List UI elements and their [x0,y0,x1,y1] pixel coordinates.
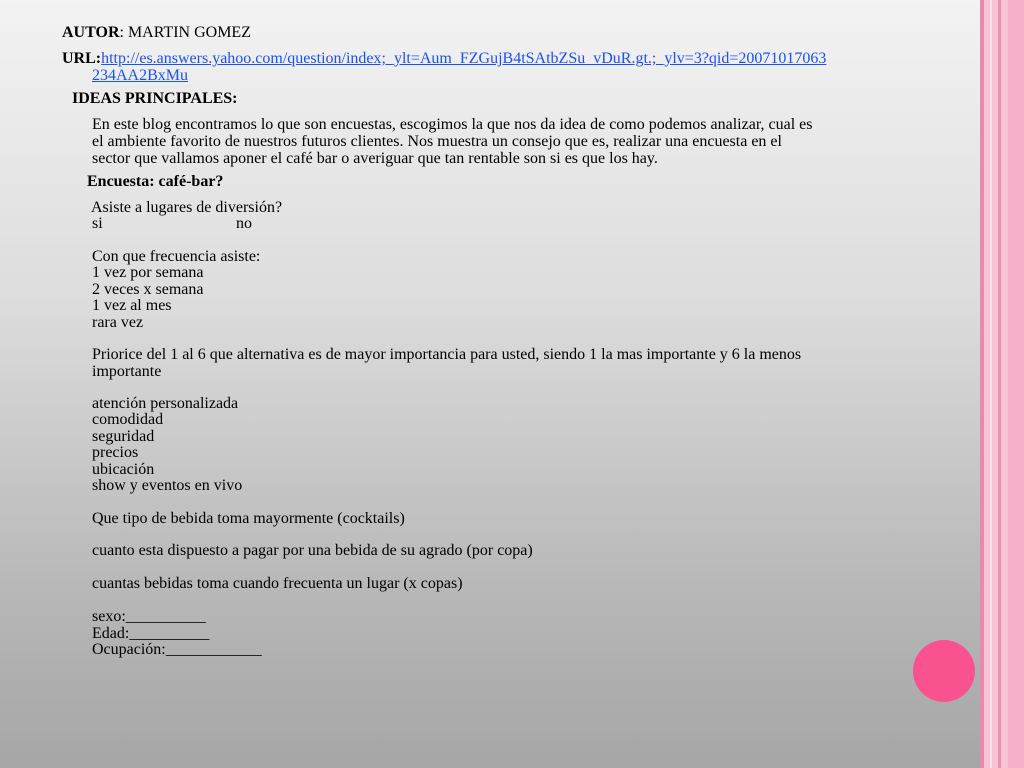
url-line [62,50,977,84]
question-diversion: Asiste a lugares de diversión? [91,199,283,216]
question-drink-type: Que tipo de bebida toma mayormente (cocktails) [92,510,405,527]
frequency-option: rara vez [92,314,144,331]
url-link[interactable]: http://es.answers.yahoo.com/question/index;_ylt=Aum_FZGujB4tSAtbZSu_vDuR.gt.;_ylv=3?qid=20071017063 [101,50,827,67]
decorative-circle [913,640,975,702]
ideas-text-line-3: sector que vallamos aponer el café bar o averiguar que tan rentable son si es que los hay. [92,150,658,167]
field-sex: sexo:__________ [92,608,206,625]
url-label: URL: [62,50,102,67]
frequency-option: 1 vez por semana [92,264,204,281]
question-drink-count: cuantas bebidas toma cuando frecuenta un lugar (x copas) [92,575,463,592]
author-line [62,25,251,42]
stripe [998,0,1001,768]
answer-yes: si [92,215,103,232]
frequency-option: 1 vez al mes [92,297,172,314]
priority-option: comodidad [92,411,164,428]
stripe [980,0,984,768]
ideas-heading: IDEAS PRINCIPALES: [72,90,238,107]
priority-option: seguridad [92,428,155,445]
author-value: : MARTIN GOMEZ [119,24,251,41]
question-price: cuanto esta dispuesto a pagar por una bebida de su agrado (por copa) [92,542,533,559]
author-label: AUTOR [62,24,120,41]
priority-option: show y eventos en vivo [92,477,243,494]
question-frequency: Con que frecuencia asiste: [92,248,261,265]
ideas-text-line-2: el ambiente favorito de nuestros futuros clientes. Nos muestra un consejo que es, realizar una encuesta en el [92,133,782,150]
question-priority-line-2: importante [92,363,162,380]
stripe [990,0,992,768]
stripe [1008,0,1024,768]
ideas-text-line-1: En este blog encontramos lo que son encuestas, escogimos la que nos da idea de como podemos analizar, cual es [92,116,813,133]
priority-option: ubicación [92,461,155,478]
question-priority-line-1: Priorice del 1 al 6 que alternativa es de mayor importancia para usted, siendo 1 la mas importante y 6 la menos [92,346,802,363]
priority-option: precios [92,444,139,461]
field-age: Edad:__________ [92,625,210,642]
decorative-stripes [980,0,1024,768]
survey-heading: Encuesta: café-bar? [87,173,224,190]
priority-option: atención personalizada [92,395,239,412]
frequency-option: 2 veces x semana [92,281,204,298]
answer-no: no [236,215,252,232]
url-link-continued[interactable]: 234AA2BxMu [92,67,189,84]
field-occupation: Ocupación:____________ [92,641,262,658]
